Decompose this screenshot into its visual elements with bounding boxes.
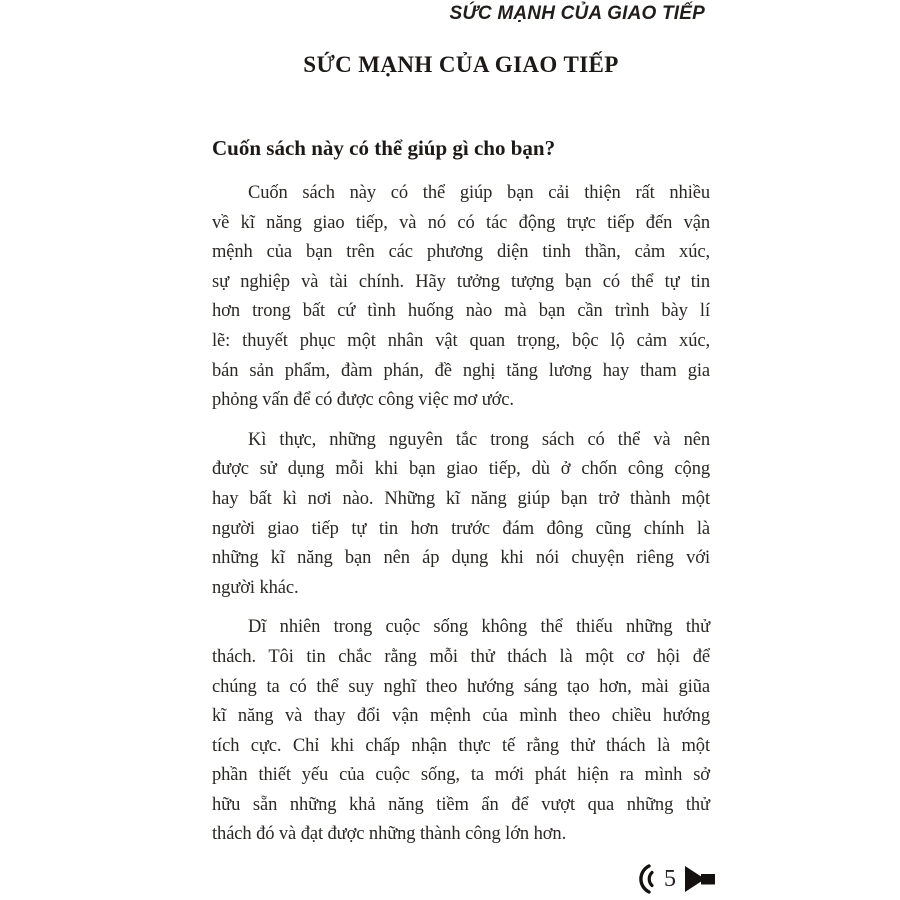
text-line: Cuốn sách này có thể giúp bạn cải thiện rất nhiều <box>248 183 710 203</box>
paragraph <box>212 426 710 604</box>
text-line: thách đó và đạt được những thành công lớn hơn. <box>212 824 567 845</box>
text-line: lẽ: thuyết phục một nhân vật quan trọng, bộc lộ cảm xúc, <box>212 330 710 351</box>
page-number: 5 <box>664 866 676 892</box>
paragraph <box>212 179 710 416</box>
text-line: hữu sẵn những khả năng tiềm ẩn để vượt qua những thử <box>212 794 710 815</box>
crescent-arcs-icon <box>632 864 655 894</box>
text-line: Dĩ nhiên trong cuộc sống không thể thiếu những thử <box>248 617 710 638</box>
text-line: tích cực. Chỉ khi chấp nhận thực tế rằng thử thách là một <box>212 735 710 756</box>
text-line: chúng ta có thể suy nghĩ theo hướng sáng tạo hơn, mài giũa <box>212 676 710 697</box>
text-line: người khác. <box>212 577 299 598</box>
text-line: Kì thực, những nguyên tắc trong sách có thể và nên <box>248 429 710 450</box>
text-line: phần thiết yếu của cuộc sống, ta mới phát hiện ra mình sở <box>212 765 710 786</box>
text-line: hơn trong bất cứ tình huống nào mà bạn cần trình bày lí <box>212 301 710 322</box>
body-text <box>212 179 710 860</box>
flag-pennant-icon <box>685 865 717 893</box>
text-line: kĩ năng và thay đổi vận mệnh của mình theo chiều hướng <box>212 706 710 727</box>
text-line: sự nghiệp và tài chính. Hãy tưởng tượng bạn có thể tự tin <box>212 271 710 292</box>
page-footer <box>632 862 717 896</box>
text-line: mệnh của bạn trên các phương diện tinh thần, cảm xúc, <box>212 242 710 263</box>
text-line: bán sản phẩm, đàm phán, đề nghị tăng lương hay tham gia <box>212 360 710 381</box>
text-line: được sử dụng mỗi khi bạn giao tiếp, dù ở chốn công cộng <box>212 459 710 480</box>
text-line: thách. Tôi tin chắc rằng mỗi thử thách là một cơ hội để <box>212 646 710 667</box>
text-line: hay bất kì nơi nào. Những kĩ năng giúp bạn trở thành một <box>212 488 710 509</box>
paragraph <box>212 613 710 850</box>
chapter-title: SỨC MẠNH CỦA GIAO TIẾP <box>303 52 619 77</box>
text-line: người giao tiếp tự tin hơn trước đám đông cũng chính là <box>212 518 710 539</box>
section-heading: Cuốn sách này có thể giúp gì cho bạn? <box>212 136 556 160</box>
running-header: SỨC MẠNH CỦA GIAO TIẾP <box>449 3 705 24</box>
text-line: về kĩ năng giao tiếp, và nó có tác động trực tiếp đến vận <box>212 212 710 233</box>
text-line: phỏng vấn để có được công việc mơ ước. <box>212 390 514 411</box>
text-line: những kĩ năng bạn nên áp dụng khi nói chuyện riêng với <box>212 548 710 569</box>
